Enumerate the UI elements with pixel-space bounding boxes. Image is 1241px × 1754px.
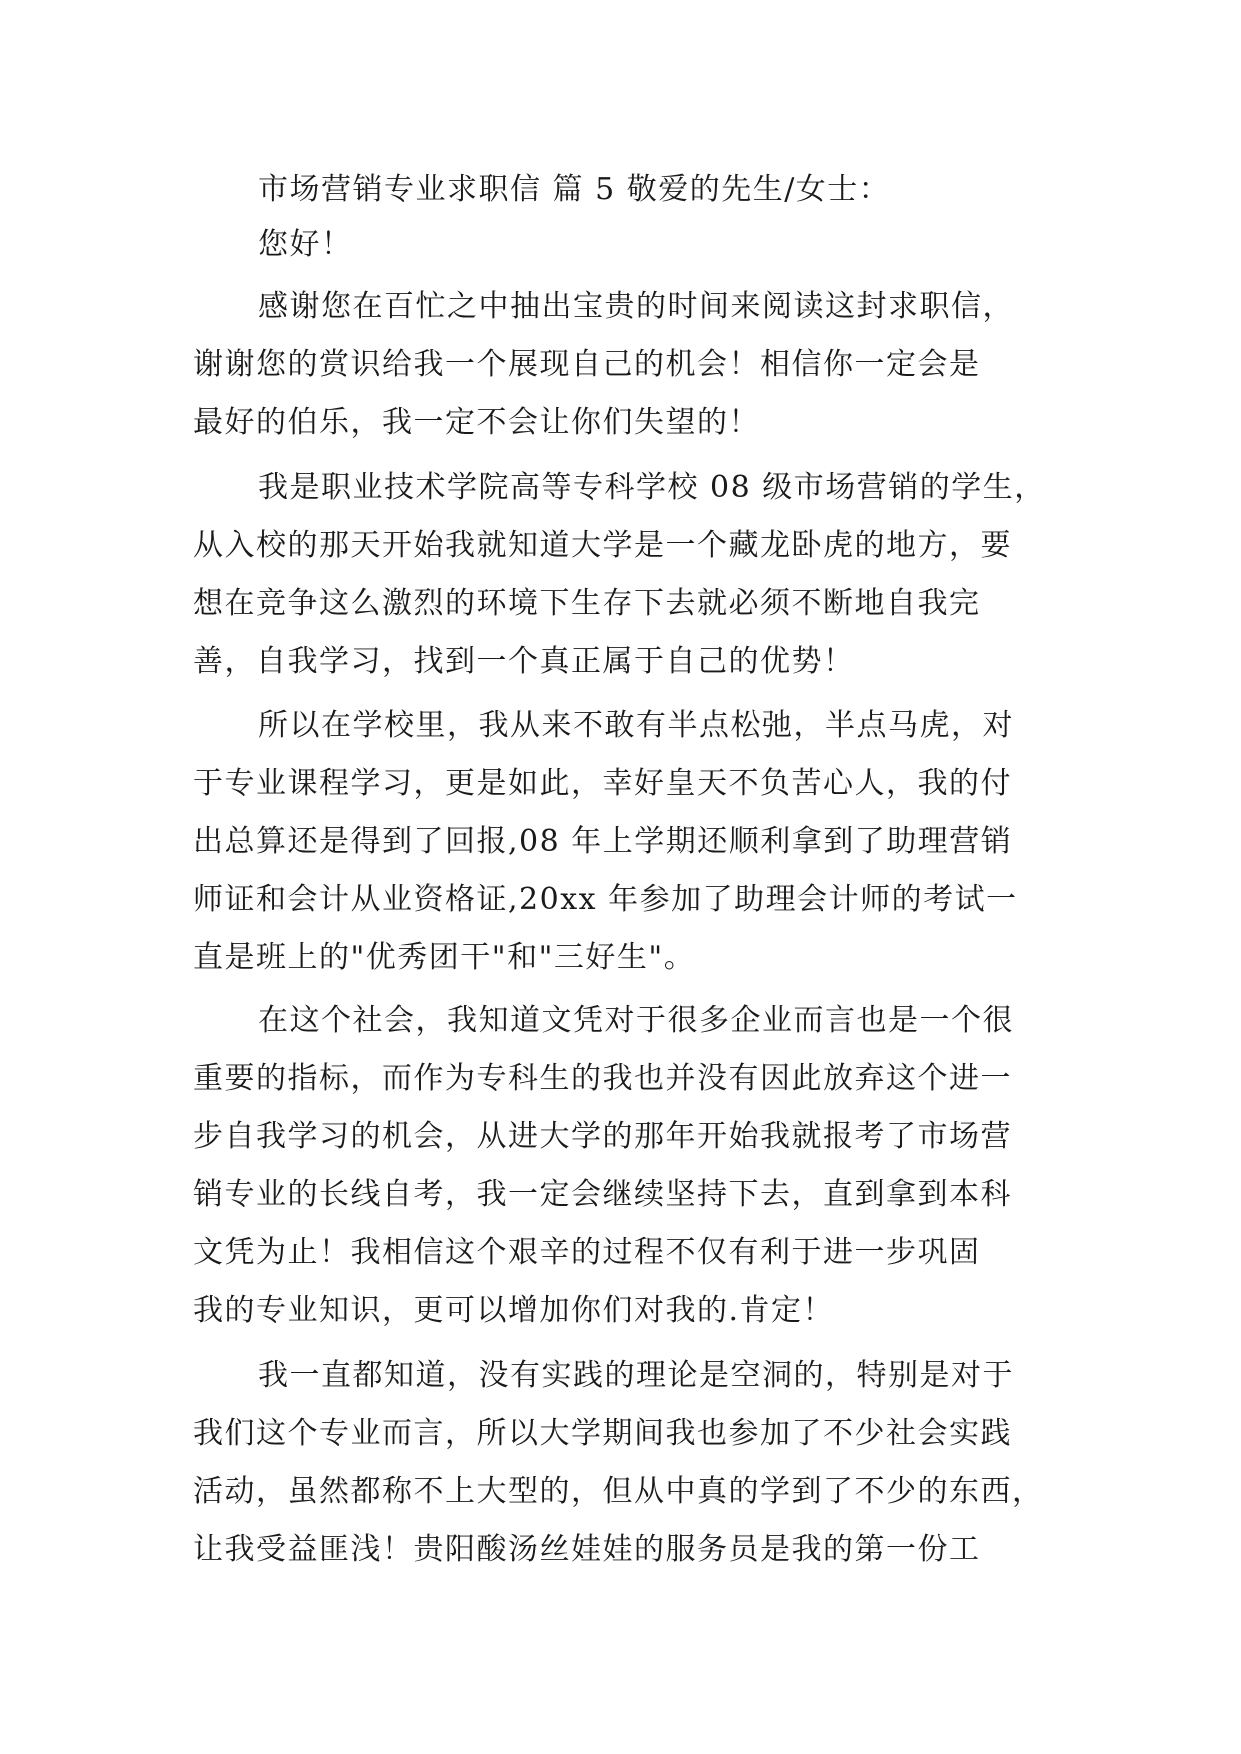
body-text-line: 谢谢您的赏识给我一个展现自己的机会！相信你一定会是 <box>193 347 981 382</box>
body-text-line: 让我受益匪浅！贵阳酸汤丝娃娃的服务员是我的第一份工 <box>193 1532 981 1567</box>
title-line: 市场营销专业求职信 篇 5 敬爱的先生/女士： <box>258 172 891 207</box>
body-text-line: 销专业的长线自考，我一定会继续坚持下去，直到拿到本科 <box>193 1177 1012 1212</box>
body-text-line: 我是职业技术学院高等专科学校 08 级市场营销的学生， <box>258 470 1046 505</box>
body-text-line: 步自我学习的机会，从进大学的那年开始我就报考了市场营 <box>193 1119 1012 1154</box>
body-text-line: 想在竞争这么激烈的环境下生存下去就必须不断地自我完 <box>193 586 981 621</box>
body-text-line: 文凭为止！我相信这个艰辛的过程不仅有利于进一步巩固 <box>193 1235 981 1270</box>
body-text-line: 在这个社会，我知道文凭对于很多企业而言也是一个很 <box>258 1003 1014 1038</box>
body-text-line: 出总算还是得到了回报,08 年上学期还顺利拿到了助理营销 <box>193 824 1013 859</box>
body-text-line: 重要的指标，而作为专科生的我也并没有因此放弃这个进一 <box>193 1061 1012 1096</box>
body-text-line: 我的专业知识，更可以增加你们对我的.肯定！ <box>193 1293 835 1328</box>
body-text-line: 直是班上的"优秀团干"和"三好生"。 <box>193 940 696 975</box>
body-text-line: 最好的伯乐，我一定不会让你们失望的！ <box>193 405 760 440</box>
body-text-line: 善，自我学习，找到一个真正属于自己的优势！ <box>193 644 855 679</box>
body-text-line: 我们这个专业而言，所以大学期间我也参加了不少社会实践 <box>193 1416 1012 1451</box>
body-text-line: 师证和会计从业资格证,20xx 年参加了助理会计师的考试一 <box>193 882 1018 917</box>
body-text-line: 于专业课程学习，更是如此，幸好皇天不负苦心人，我的付 <box>193 766 1012 801</box>
body-text-line: 所以在学校里，我从来不敢有半点松弛，半点马虎，对 <box>258 708 1014 743</box>
body-text-line: 感谢您在百忙之中抽出宝贵的时间来阅读这封求职信， <box>258 289 1014 324</box>
body-text-line: 从入校的那天开始我就知道大学是一个藏龙卧虎的地方，要 <box>193 528 1012 563</box>
body-text-line: 活动，虽然都称不上大型的，但从中真的学到了不少的东西， <box>193 1474 1044 1509</box>
greeting-line: 您好！ <box>258 227 353 262</box>
body-text-line: 我一直都知道，没有实践的理论是空洞的，特别是对于 <box>258 1358 1014 1393</box>
